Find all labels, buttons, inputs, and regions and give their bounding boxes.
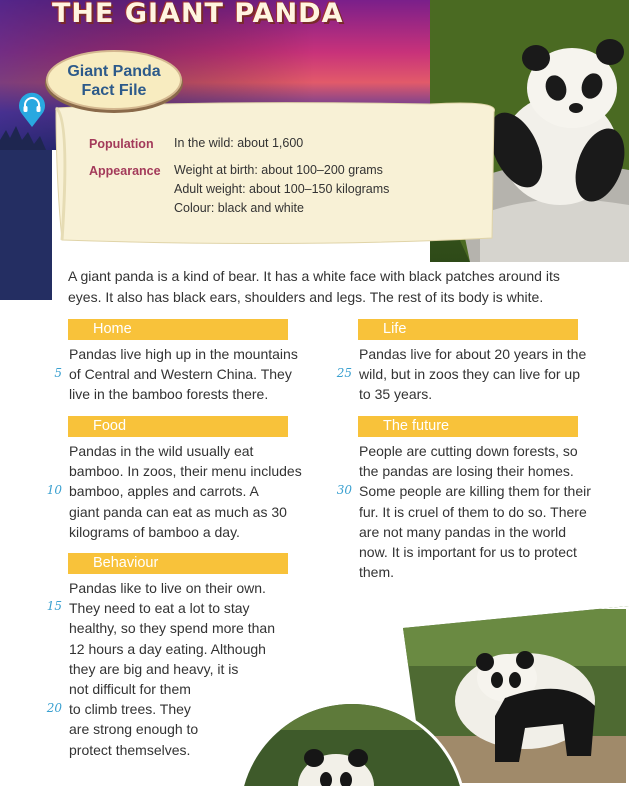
section-future-text xyxy=(359,441,591,582)
appearance-line: Adult weight: about 100–150 kilograms xyxy=(174,182,390,196)
text-line: Some people are killing them for their xyxy=(359,483,591,500)
text-line: People are cutting down forests, so xyxy=(359,443,578,459)
appearance-label: Appearance xyxy=(89,164,161,178)
intro-line: A giant panda is a kind of bear. It has a white face with black patches around its xyxy=(68,268,560,284)
text-line: are strong enough to xyxy=(69,721,199,738)
text-line: bamboo. In zoos, their menu includes xyxy=(69,463,302,480)
text-line: Pandas live high up in the mountains xyxy=(69,346,298,362)
headphones-icon[interactable] xyxy=(18,92,46,128)
text-line: healthy, so they spend more than xyxy=(69,620,275,637)
intro-paragraph xyxy=(68,266,613,307)
appearance-line: Colour: black and white xyxy=(174,201,304,215)
text-line: kilograms of bamboo a day. xyxy=(69,523,240,540)
panda-closeup-photo xyxy=(236,700,468,786)
text-line: they are big and heavy, it is xyxy=(69,660,239,677)
section-heading-home: Home xyxy=(68,319,288,340)
text-line: to climb trees. They xyxy=(69,701,191,718)
population-label: Population xyxy=(89,137,154,151)
page-title: THE GIANT PANDA xyxy=(52,0,344,29)
line-number: 30 xyxy=(336,483,352,497)
section-food-text xyxy=(69,441,302,542)
text-line: live in the bamboo forests there. xyxy=(69,386,269,403)
text-line: bamboo, apples and carrots. A xyxy=(69,483,259,500)
fact-file-title-line2: Fact File xyxy=(81,82,147,99)
text-line: of Central and Western China. They xyxy=(69,366,292,383)
text-line: are not many pandas in the world xyxy=(359,523,567,540)
section-heading-future: The future xyxy=(358,416,578,437)
text-line: giant panda can eat as much as 30 xyxy=(69,503,287,520)
text-line: fur. It is cruel of them to do so. There xyxy=(359,503,587,520)
text-line: them. xyxy=(359,564,395,581)
intro-line: eyes. It also has black ears, shoulders and legs. The rest of its body is white. xyxy=(68,288,544,305)
line-number: 25 xyxy=(336,366,352,380)
text-line: not difficult for them xyxy=(69,681,191,698)
section-heading-life: Life xyxy=(358,319,578,340)
line-number: 15 xyxy=(46,599,62,613)
fact-file-title xyxy=(44,62,184,100)
fact-file-title-line1: Giant Panda xyxy=(67,63,161,80)
section-heading-behaviour: Behaviour xyxy=(68,553,288,574)
appearance-line: Weight at birth: about 100–200 grams xyxy=(174,163,383,177)
text-line: to 35 years. xyxy=(359,386,433,403)
text-line: They need to eat a lot to stay xyxy=(69,600,250,617)
section-heading-food: Food xyxy=(68,416,288,437)
text-line: Pandas in the wild usually eat xyxy=(69,443,254,459)
text-line: Pandas like to live on their own. xyxy=(69,580,266,596)
population-value: In the wild: about 1,600 xyxy=(174,136,304,150)
line-number: 5 xyxy=(54,366,62,380)
text-line: the pandas are losing their homes. xyxy=(359,463,574,480)
section-home-text xyxy=(69,344,298,405)
text-line: wild, but in zoos they can live for up xyxy=(359,366,581,383)
text-line: Pandas live for about 20 years in the xyxy=(359,346,587,362)
text-line: 12 hours a day eating. Although xyxy=(69,640,266,657)
line-number: 10 xyxy=(46,483,62,497)
text-line: now. It is important for us to protect xyxy=(359,544,577,561)
appearance-values xyxy=(174,161,389,218)
section-life-text xyxy=(359,344,586,405)
text-line: protect themselves. xyxy=(69,741,191,758)
line-number: 20 xyxy=(46,701,62,715)
